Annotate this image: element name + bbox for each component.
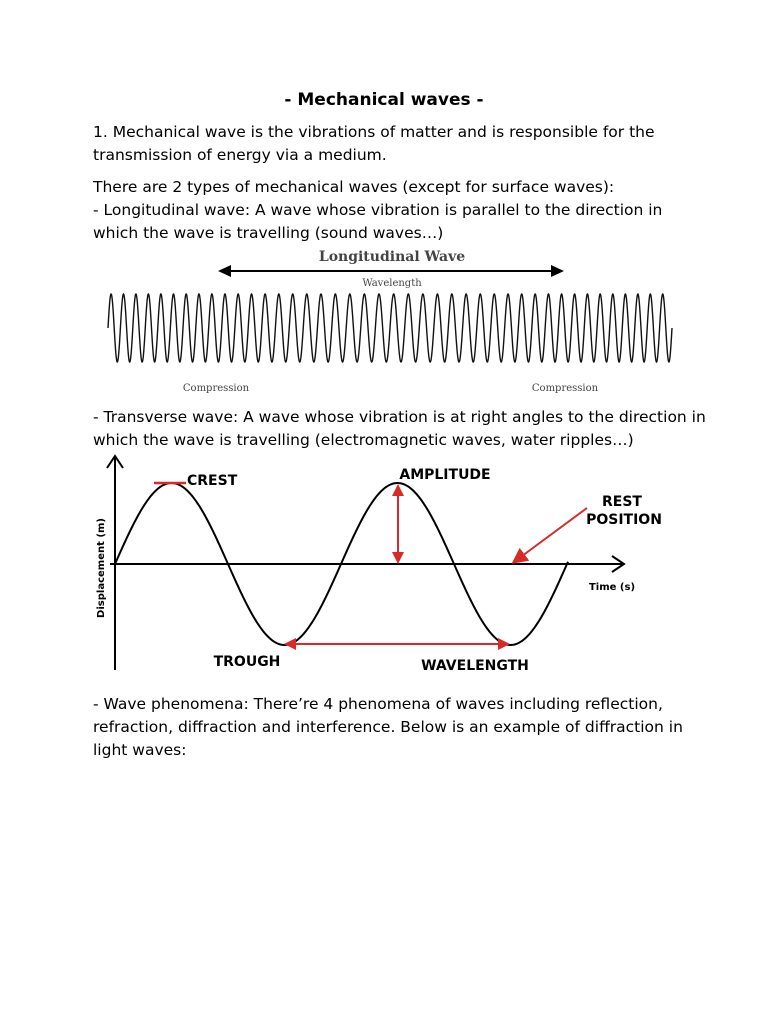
x-axis-label: Time (s)	[588, 582, 636, 593]
compression-label-right: Compression	[531, 383, 599, 394]
x-axis	[110, 556, 624, 572]
page-title: - Mechanical waves -	[284, 90, 484, 110]
types-line-2: - Longitudinal wave: A wave whose vibration is parallel to the direction in	[93, 201, 663, 219]
phenomena-line-1: - Wave phenomena: There’re 4 phenomena of waves including reflection,	[93, 695, 663, 713]
phenomena-line-2: refraction, diffraction and interference. Below is an example of diffraction in	[93, 718, 683, 736]
rest-position-arrow	[518, 508, 587, 559]
longitudinal-title: Longitudinal Wave	[318, 249, 466, 265]
types-paragraph	[93, 176, 683, 245]
position-label: POSITION	[586, 512, 662, 528]
trough-label: TROUGH	[213, 654, 281, 670]
phenomena-line-3: light waves:	[93, 741, 187, 759]
longitudinal-wave-figure	[100, 244, 680, 399]
transverse-paragraph	[93, 406, 706, 452]
y-axis-label: Displacement (m)	[96, 518, 107, 618]
wavelength-arrow	[218, 265, 564, 277]
intro-paragraph	[93, 121, 683, 167]
types-line-3: which the wave is travelling (sound waves…)	[93, 224, 444, 242]
transverse-line-2: which the wave is travelling (electromagnetic waves, water ripples…)	[93, 431, 634, 449]
longitudinal-wavelength-label: Wavelength	[362, 278, 422, 289]
transverse-wavelength-label: WAVELENGTH	[421, 658, 529, 674]
intro-line-2: transmission of energy via a medium.	[93, 146, 387, 164]
compression-label-left: Compression	[182, 383, 250, 394]
rest-label: REST	[602, 494, 642, 510]
amplitude-label: AMPLITUDE	[399, 467, 491, 483]
crest-label: CREST	[187, 473, 238, 489]
intro-line-1: 1. Mechanical wave is the vibrations of matter and is responsible for the	[93, 123, 655, 141]
trough-wavelength-arrow	[284, 638, 510, 650]
transverse-line-1: - Transverse wave: A wave whose vibration is at right angles to the direction in	[93, 408, 706, 426]
amplitude-arrow	[392, 484, 404, 564]
types-line-1: There are 2 types of mechanical waves (except for surface waves):	[93, 178, 615, 196]
phenomena-paragraph	[93, 693, 683, 762]
longitudinal-wave-line	[108, 294, 672, 362]
transverse-wave-figure	[90, 452, 680, 677]
